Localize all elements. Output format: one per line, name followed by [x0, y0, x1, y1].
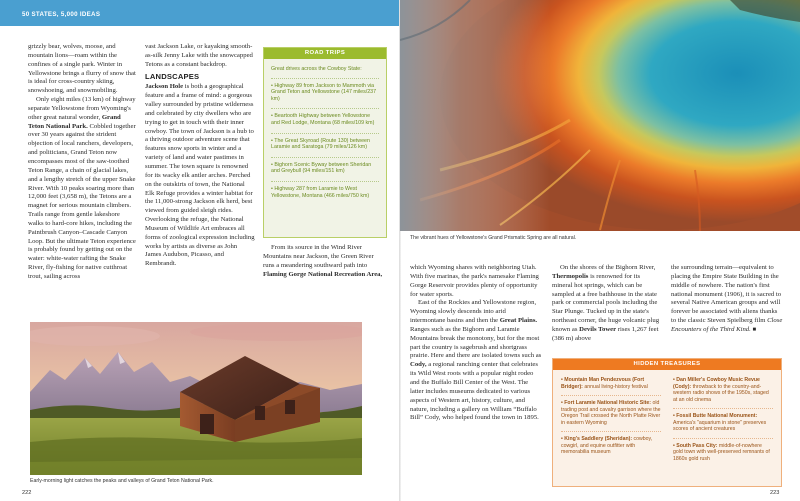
body-column-3 — [263, 244, 385, 279]
treasure-item: • King's Saddlery (Sheridan): cowboy, cowgirl, and equine outfitter with memorabilia museum — [561, 431, 661, 456]
treasure-item: • Fort Laramie National Historic Site: old trading post and cavalry garrison where the Oregon Trail crossed the North Platte River in eastern Wyoming — [561, 395, 661, 426]
barn-photo-caption: Early-morning light catches the peaks and valleys of Grand Teton National Park. — [30, 478, 214, 484]
section-header-title: 50 STATES, 5,000 IDEAS — [22, 11, 101, 18]
body-column-6 — [671, 264, 783, 335]
hidden-treasures-sidebar — [552, 358, 782, 487]
paragraph: Only eight miles (13 km) of highway separate Yellowstone from Wyoming's other great natural wonder, Grand Teton National Park. Cobbled together over 30 years against the strident objection of local ranchers, developers, and politicians, Grand Teton now encompasses most of the saw-toothed Teton Range, a chain of glacial lakes, and a lengthy stretch of the upper Snake River. With 10 peaks soaring more than 12,000 feet (3,658 m), the Tetons are a magnet for serious mountain climbers. Trails range from gentle lakeshore walks to hard-core hikes, including the Paintbrush Canyon–Cascade Canyon Loop. But the ultimate Teton experience is probably found by getting out on the water: white-water rafting the Snake River, fly-fishing for native cutthroat trout, sailing across — [28, 96, 136, 280]
barn-photo-illustration — [30, 322, 362, 475]
paragraph: which Wyoming shares with neighboring Utah. With five marinas, the park's namesake Flaming Gorge Reservoir provides plenty of opportunity for water sports. — [410, 264, 539, 298]
page-number-right: 223 — [770, 490, 780, 496]
cody-term: Cody, — [410, 361, 427, 369]
grand-prismatic-illustration — [400, 0, 800, 231]
road-trips-title: ROAD TRIPS — [264, 48, 386, 59]
body-column-1 — [28, 43, 136, 282]
hidden-treasures-right-column — [673, 377, 773, 467]
devils-tower-term: Devils Tower — [579, 325, 617, 333]
teton-barn-photo — [30, 322, 362, 475]
flaming-gorge-term: Flaming Gorge National Recreation Area, — [263, 270, 383, 278]
treasure-item: • Fossil Butte National Monument: America's "aquarium in stone" preserves scores of ancient creatures — [673, 408, 773, 433]
end-mark-icon: ■ — [752, 326, 757, 333]
grand-teton-term: Grand Teton National Park. — [28, 113, 121, 130]
landscapes-heading: LANDSCAPES — [145, 71, 200, 81]
film-title: Close Encounters of the Third Kind. — [671, 317, 783, 333]
treasure-item: • Dan Miller's Cowboy Music Revue (Cody): throwback to the country-and-western radio shows of the 1950s, staged at an old cinema — [673, 377, 769, 403]
road-trip-item: • Beartooth Highway between Yellowstone and Red Lodge, Montana (68 miles/109 km) — [271, 108, 379, 126]
road-trips-intro: Great drives across the Cowboy State: — [271, 66, 362, 72]
hidden-treasures-title: HIDDEN TREASURES — [553, 359, 781, 370]
treasure-item: • South Pass City: middle-of-nowhere gold town with well-preserved remnants of 1860s gold rush — [673, 438, 773, 463]
treasure-item: • Mountain Man Pendezvous (Fort Bridger): annual living-history festival — [561, 377, 648, 390]
grand-prismatic-photo — [400, 0, 800, 231]
paragraph: From its source in the Wind River Mountains near Jackson, the Green River runs a meandering southward path into Flaming Gorge National Recreation Area, — [263, 244, 383, 278]
road-trips-sidebar — [263, 47, 387, 238]
road-trip-item: • The Great Skyroad (Route 130) between Laramie and Saratoga (79 miles/126 km) — [271, 133, 379, 151]
paragraph: vast Jackson Lake, or kayaking smooth-as-silk Jenny Lake with the snowcapped Tetons as a constant backdrop. — [145, 43, 253, 68]
paragraph: the surrounding terrain—equivalent to placing the Empire State Building in the middle of nowhere. The nation's first national monument (1906), it is sacred to several Native American groups and will forever be associated with aliens thanks to the classic Steven Spielberg film Close Encounters of the Third Kind. ■ — [671, 264, 783, 333]
road-trip-item: • Bighorn Scenic Byway between Sheridan and Greybull (94 miles/151 km) — [271, 157, 379, 175]
body-column-5 — [552, 264, 660, 344]
page-number-left: 222 — [22, 490, 32, 496]
great-plains-term: Great Plains. — [499, 317, 538, 325]
grand-prismatic-caption: The vibrant hues of Yellowstone's Grand Prismatic Spring are all natural. — [410, 235, 577, 241]
paragraph: Jackson Hole is both a geographical feature and a frame of mind: a gorgeous valley surrounded by pristine wilderness and celebrated by city dwellers who are trying to get in touch with their inner cowboy. The town of Jackson is a hub to a thriving outdoor adventure scene that features snow sports in winter and a variety of land and water pastimes in summer. The town square is renowned for its wacky elk antler arches. Perched on the outskirts of town, the National Elk Refuge provides a winter habitat for the 11,000-strong Jackson elk herd, best viewed from guided sleigh rides. Overlooking the refuge, the National Museum of Wildlife Art embraces all forms of zoological expression including works by artists as diverse as John James Audubon, Picasso, and Rembrandt. — [145, 83, 255, 268]
road-trip-item: • Highway 287 from Laramie to West Yellowstone, Montana (466 miles/750 km) — [271, 181, 379, 199]
jackson-hole-term: Jackson Hole — [145, 83, 184, 91]
thermopolis-term: Thermopolis — [552, 272, 589, 280]
road-trip-item: • Highway 89 from Jackson to Mammoth via Grand Teton and Yellowstone (147 miles/237 km) — [271, 78, 379, 103]
hidden-treasures-left-column — [561, 377, 661, 461]
body-column-4 — [410, 264, 542, 423]
paragraph: On the shores of the Bighorn River, Thermopolis is renowned for its mineral hot springs, which can be sampled at a free bathhouse in the state park or commercial pools including the Star Plunge. Tucked up in the state's northeast corner, the huge volcanic plug known as Devils Tower rises 1,267 feet (386 m) above — [552, 264, 660, 342]
right-page — [400, 0, 800, 501]
paragraph: East of the Rockies and Yellowstone region, Wyoming slowly descends into arid intermontane basins and then the Great Plains. Ranges such as the Bighorn and Laramie Mountains break the monotony, but for the most part the country is sagebrush and shortgrass prairie. Here and there are isolated towns such as Cody, a regional ranching center that celebrates its Wild West roots with a popular night rodeo and the Buffalo Bill Center of the West. The latter includes museums dedicated to various aspects of Western art, history, culture, and nature, including a gallery on William “Buffalo Bill” Cody, who helped found the town in 1895. — [410, 299, 542, 422]
body-column-2 — [145, 43, 255, 269]
paragraph: grizzly bear, wolves, moose, and mountain lions—roam within the confines of a single park. Winter in Yellowstone brings a flurry of snow that is ideal for cross-country skiing, snowshoeing, and snowmobiling. — [28, 43, 136, 95]
